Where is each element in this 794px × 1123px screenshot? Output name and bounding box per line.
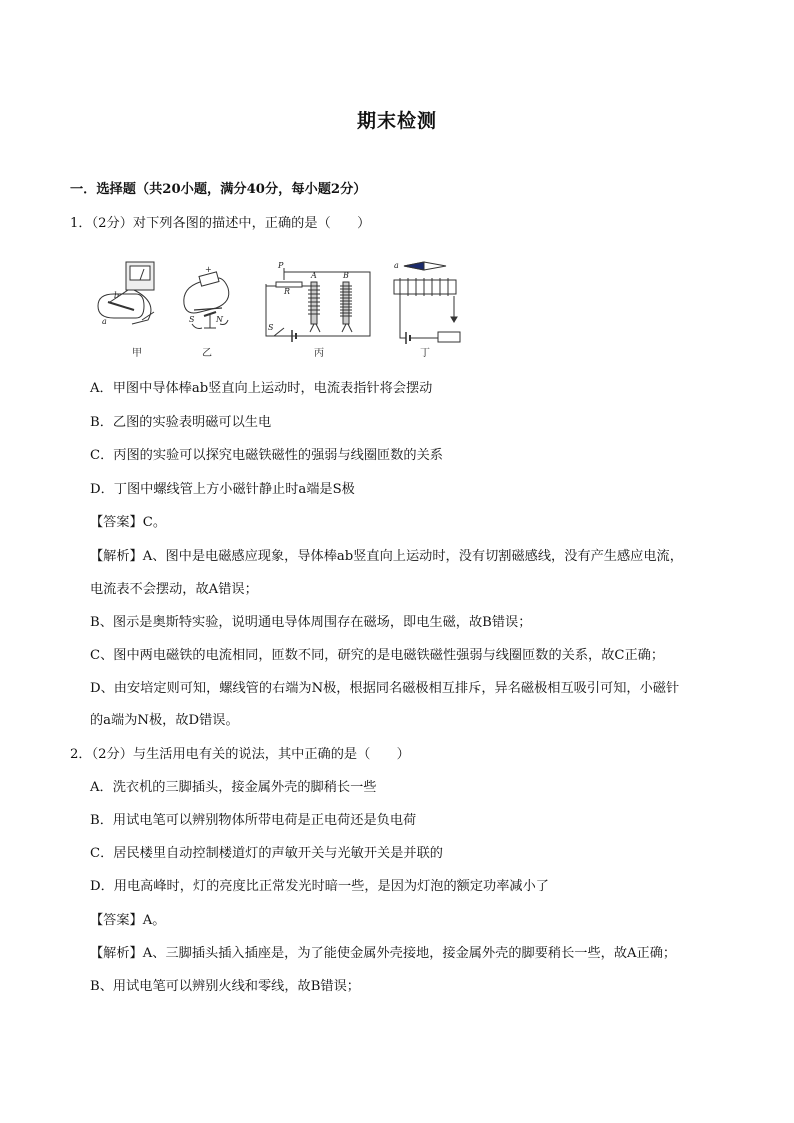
question-1-answer: 【答案】C。 <box>90 515 167 530</box>
question-2-option-b: B．用试电笔可以辨别物体所带电荷是正电荷还是负电荷 <box>90 813 417 828</box>
question-1-option-d: D．丁图中螺线管上方小磁针静止时a端是S极 <box>90 482 355 497</box>
question-1-analysis-line: D、由安培定则可知，螺线管的右端为N极，根据同名磁极相互排斥，异名磁极相互吸引可知，小磁针 <box>90 681 680 696</box>
jia-wire <box>132 290 151 324</box>
question-1-analysis-line: 电流表不会摆动，故A错误； <box>90 582 258 597</box>
figure-label-bing: 丙 <box>314 348 324 359</box>
ding-mark-a: a <box>394 261 399 270</box>
bing-mark-s: S <box>268 323 274 332</box>
question-1-stem <box>70 215 730 233</box>
question-2-option-a: A．洗衣机的三脚插头，接金属外壳的脚稍长一些 <box>90 780 377 795</box>
question-2-option-c: C．居民楼里自动控制楼道灯的声敏开关与光敏开关是并联的 <box>90 846 443 861</box>
question-1-option-a: A．甲图中导体棒ab竖直向上运动时，电流表指针将会摆动 <box>90 381 433 396</box>
figure-svg <box>88 258 468 362</box>
jia-mark-a: a <box>102 317 107 326</box>
yi-mark-s: S <box>189 315 195 324</box>
section-heading: 一．选择题（共20小题，满分40分，每小题2分） <box>70 182 367 197</box>
electromagnet-a-core <box>311 282 317 324</box>
question-1-figure <box>88 258 468 362</box>
figure-label-yi: 乙 <box>202 348 212 359</box>
question-2-answer: 【答案】A。 <box>90 913 166 928</box>
electromagnet-b-core <box>343 282 349 324</box>
yi-mark-plus: + <box>205 265 212 274</box>
bing-mark-a: A <box>311 271 317 280</box>
conductor-rod <box>108 302 134 310</box>
question-1-stem-text: 1．（2分）对下列各图的描述中，正确的是（ ） <box>70 216 371 231</box>
figure-label-ding: 丁 <box>420 348 430 359</box>
ding-rheostat <box>438 332 460 342</box>
switch-s <box>274 328 284 336</box>
arrow-left <box>192 324 202 329</box>
compass-dark-half <box>404 262 424 270</box>
question-2-stem <box>70 746 730 764</box>
jia-stand <box>142 312 154 320</box>
question-2-option-d: D．用电高峰时，灯的亮度比正常发光时暗一些，是因为灯泡的额定功率减小了 <box>90 879 549 894</box>
bing-mark-p: P <box>278 261 284 270</box>
question-1-option-c: C．丙图的实验可以探究电磁铁磁性的强弱与线圈匝数的关系 <box>90 448 443 463</box>
question-1-analysis-line: 的a端为N极，故D错误。 <box>90 713 239 728</box>
diagram-bing <box>266 261 370 342</box>
question-2-analysis-line: B、用试电笔可以辨别火线和零线，故B错误； <box>90 979 360 994</box>
page-title: 期末检测 <box>356 110 437 132</box>
galvanometer-dial <box>130 266 150 280</box>
ding-slider-arrow <box>451 317 457 322</box>
figure-label-jia: 甲 <box>132 348 142 359</box>
question-1-analysis-line: B、图示是奥斯特实验，说明通电导体周围存在磁场，即电生磁，故B错误； <box>90 615 532 630</box>
question-1-option-b: B．乙图的实验表明磁可以生电 <box>90 415 272 430</box>
question-1-analysis-line: C、图中两电磁铁的电流相同，匝数不同，研究的是电磁铁磁性强弱与线圈匝数的关系，故C正确； <box>90 648 665 663</box>
question-2-stem-text: 2．（2分）与生活用电有关的说法，其中正确的是（ ） <box>70 747 410 762</box>
pins-b <box>342 324 352 332</box>
question-1-analysis-line: 【解析】A、图中是电磁感应现象，导体棒ab竖直向上运动时，没有切割磁感线，没有产生感应电流， <box>90 549 683 564</box>
jia-mark-b: b <box>114 291 120 300</box>
ding-wire-left <box>400 296 406 338</box>
diagram-jia <box>98 262 154 326</box>
bing-mark-b: B <box>343 271 349 280</box>
pins-a <box>310 324 320 332</box>
diagram-yi <box>184 265 229 329</box>
solenoid-core <box>394 280 456 294</box>
diagram-ding <box>394 261 460 344</box>
yi-mark-n: N <box>216 315 223 324</box>
bing-mark-r: R <box>284 287 291 296</box>
question-2-analysis-line: 【解析】A、三脚插头插入插座是，为了能使金属外壳接地，接金属外壳的脚要稍长一些，故A正确； <box>90 946 677 961</box>
